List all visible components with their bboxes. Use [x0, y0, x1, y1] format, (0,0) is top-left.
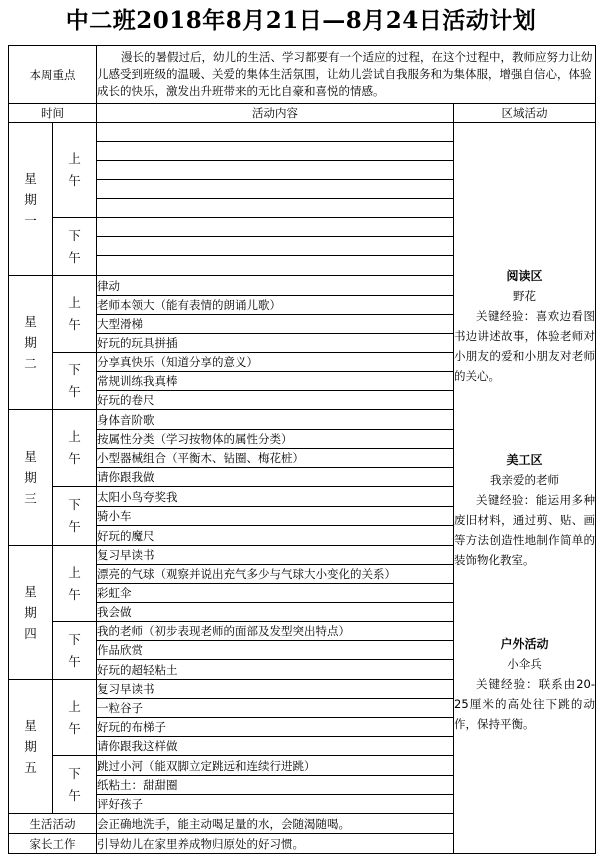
- activity-item: 我的老师（初步表现老师的面部及发型突出特点）: [97, 622, 454, 641]
- area-subtitle: 小伞兵: [507, 657, 542, 671]
- activity-item: 复习早读书: [97, 546, 454, 565]
- activity-item: [97, 142, 454, 161]
- activity-item: 请你跟我这样做: [97, 737, 454, 756]
- focus-label: 本周重点: [9, 46, 97, 104]
- header-content: 活动内容: [97, 104, 454, 123]
- activity-item: [97, 161, 454, 180]
- activity-item: 律动: [97, 276, 454, 296]
- parent-text: 引导幼儿在家里养成物归原处的好习惯。: [97, 834, 596, 854]
- activity-item: 纸粘土：甜甜圈: [97, 776, 454, 795]
- activity-item: 好玩的卷尺: [97, 391, 454, 410]
- activity-item: [97, 123, 454, 142]
- parent-row: [9, 834, 596, 854]
- focus-row: [9, 46, 596, 104]
- activity-item: 好玩的玩具拼插: [97, 334, 454, 353]
- area-title: 美工区: [506, 453, 543, 467]
- activity-item: 请你跟我做: [97, 468, 454, 487]
- activity-item: 按属性分类（学习按物体的属性分类）: [97, 430, 454, 449]
- activity-item: 身体音阶歌: [97, 410, 454, 430]
- day-label: 星 期 五: [9, 680, 53, 814]
- afternoon-label: 下 午: [53, 622, 97, 680]
- life-text: 会正确地洗手，能主动喝足量的水，会随渴随喝。: [97, 814, 596, 834]
- morning-label: 上 午: [53, 680, 97, 756]
- activity-item: [97, 256, 454, 276]
- header-time: 时间: [9, 104, 97, 123]
- morning-label: 上 午: [53, 123, 97, 218]
- afternoon-label: 下 午: [53, 756, 97, 814]
- activity-item: 复习早读书: [97, 680, 454, 699]
- life-label: 生活活动: [9, 814, 97, 834]
- day-label: 星 期 二: [9, 276, 53, 410]
- area-title: 阅读区: [506, 269, 543, 283]
- activity-item: [97, 218, 454, 237]
- activity-item: [97, 237, 454, 256]
- area-body: 关键经验：喜欢边看图书边讲述故事，体验老师对小朋友的爱和小朋友对老师的关心。: [454, 309, 595, 383]
- activity-item: 小型器械组合（平衡木、钻圈、梅花桩）: [97, 449, 454, 468]
- area-subtitle: 我亲爱的老师: [490, 473, 559, 487]
- activity-item: 好玩的布梯子: [97, 718, 454, 737]
- activity-item: 好玩的魔尺: [97, 526, 454, 546]
- area-subtitle: 野花: [513, 289, 536, 303]
- morning-label: 上 午: [53, 410, 97, 487]
- activity-item: 跳过小河（能双脚立定跳远和连续行进跳）: [97, 756, 454, 776]
- afternoon-label: 下 午: [53, 487, 97, 546]
- life-row: [9, 814, 596, 834]
- activity-item: 一粒谷子: [97, 699, 454, 718]
- activity-item: 老师本领大（能有表情的朗诵儿歌）: [97, 296, 454, 315]
- area-title: 户外活动: [500, 637, 549, 651]
- day-label: 星 期 一: [9, 123, 53, 276]
- activity-item: 彩虹伞: [97, 584, 454, 603]
- area-activities: [454, 123, 596, 854]
- activity-item: [97, 199, 454, 218]
- plan-table: [8, 45, 596, 854]
- morning-label: 上 午: [53, 276, 97, 353]
- activity-item: 我会做: [97, 603, 454, 622]
- focus-text: 漫长的暑假过后，幼儿的生活、学习都要有一个适应的过程，在这个过程中，教师应努力让幼儿感受到班级的温暖、关爱的集体生活氛围，让幼儿尝试自我服务和为集体服，增强自信心，体验成长的快乐，激发出升班带来的无比自豪和喜悦的情感。: [97, 46, 596, 104]
- area-body: 关键经验：能运用多种废旧材料，通过剪、贴、画等方法创造性地制作简单的装饰物化教室。: [454, 493, 595, 567]
- activity-item: 太阳小鸟夸奖我: [97, 487, 454, 507]
- activity-item: 好玩的超轻粘土: [97, 660, 454, 680]
- header-row: [9, 104, 596, 123]
- parent-label: 家长工作: [9, 834, 97, 854]
- activity-item: 大型滑梯: [97, 315, 454, 334]
- activity-item: 分享真快乐（知道分享的意义）: [97, 353, 454, 372]
- afternoon-label: 下 午: [53, 353, 97, 410]
- day-label: 星 期 四: [9, 546, 53, 680]
- afternoon-label: 下 午: [53, 218, 97, 276]
- morning-label: 上 午: [53, 546, 97, 622]
- activity-item: 评好孩子: [97, 795, 454, 814]
- activity-item: 作品欣赏: [97, 641, 454, 660]
- page-title: 中二班2018年8月21日—8月24日活动计划: [65, 7, 537, 34]
- area-body: 关键经验：联系由20-25厘米的高处往下跳的动作，保持平衡。: [454, 677, 595, 731]
- activity-item: [97, 180, 454, 199]
- activity-item: 漂亮的气球（观察并说出充气多少与气球大小变化的关系）: [97, 565, 454, 584]
- activity-item: 骑小车: [97, 507, 454, 526]
- day-label: 星 期 三: [9, 410, 53, 546]
- activity-row: [9, 123, 596, 142]
- activity-item: 常规训练我真棒: [97, 372, 454, 391]
- header-area: 区域活动: [454, 104, 596, 123]
